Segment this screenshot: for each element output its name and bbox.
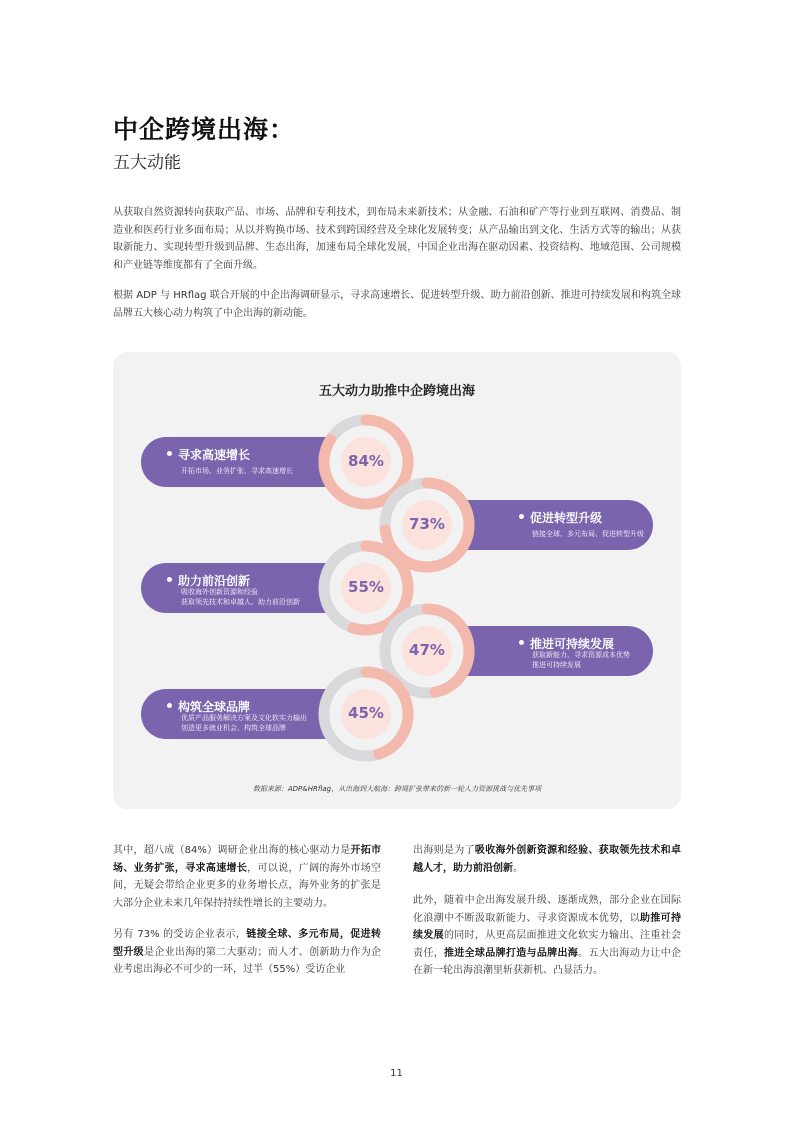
driver-description: 优质产品服务解决方案及文化软实力输出 — [181, 714, 307, 722]
body-paragraph-3: 出海则是为了吸收海外创新资源和经验、获取领先技术和卓越人才，助力前沿创新。 — [413, 845, 682, 874]
page-title: 中企跨境出海： — [113, 115, 296, 144]
driver-name: 构筑全球品牌 — [167, 698, 250, 715]
driver-description: 获取新能力、寻求资源成本优势 — [532, 651, 630, 659]
page-number: 11 — [390, 1068, 403, 1079]
driver-name: 推进可持续发展 — [519, 635, 614, 652]
chart-source-note: 数据来源：ADP&HRflag，从出海到大航海：跨境扩张带来的新一轮人力资源挑战与优先事项 — [252, 785, 542, 793]
body-paragraph-4: 此外，随着中企出海发展升级、逐渐成熟，部分企业在国际化浪潮中不断汲取新能力、寻求资源成本优势，以助推可持续发展的同时，从更高层面推进文化软实力输出、注重社会责任，推进全球品牌打造与品牌出海。五大出海动力让中企在新一轮出海浪潮里斩获新机、凸显活力。 — [413, 895, 682, 976]
driver-description: 开拓市场、业务扩张、寻求高速增长 — [181, 467, 293, 475]
body-paragraph-1: 其中，超八成（84%）调研企业出海的核心驱动力是开拓市场、业务扩张，寻求高速增长，可以说，广阔的海外市场空间，无疑会带给企业更多的业务增长点，海外业务的扩张是大部分企业未来几年保持持续性增长的主要动力。 — [113, 845, 382, 909]
driver-description: 链接全球、多元布局、促进转型升级 — [532, 530, 644, 538]
page-subtitle: 五大动能 — [113, 153, 181, 173]
driver-percent-label: 47% — [409, 641, 445, 659]
chart-title: 五大动力助推中企跨境出海 — [318, 384, 475, 399]
chart-panel — [113, 352, 681, 809]
driver-name: 促进转型升级 — [519, 509, 602, 526]
driver-percent-label: 84% — [348, 452, 384, 470]
driver-percent-label: 45% — [348, 704, 384, 722]
driver-description: 吸收海外创新资源和经验 — [181, 588, 258, 596]
intro-paragraph-1: 从获取自然资源转向获取产品、市场、品牌和专利技术，到布局未来新技术；从金融、石油和矿产等行业到互联网、消费品、制造业和医药行业多面布局；从以并购换市场、技术到跨国经营及全球化发展转变；从产品输出到文化、生活方式等的输出；从获取新能力、实现转型升级到品牌、生态出海，加速布局全球化发展，中国企业出海在驱动因素、投资结构、地域范围、公司规模和产业链等维度都有了全面升级。 — [113, 207, 681, 271]
intro-paragraph-2: 根据 ADP 与 HRflag 联合开展的中企出海调研显示，寻求高速增长、促进转型升级、助力前沿创新、推进可持续发展和构筑全球品牌五大核心动力构筑了中企出海的新动能。 — [113, 290, 681, 319]
driver-percent-label: 73% — [409, 515, 445, 533]
driver-description: 获取领先技术和卓越人、助力前沿创新 — [181, 598, 300, 606]
body-paragraph-2: 另有 73% 的受访企业表示，链接全球、多元布局，促进转型升级是企业出海的第二大驱动；而人才、创新助力作为企业考虑出海必不可少的一环，过半（55%）受访企业 — [113, 929, 382, 975]
driver-description: 推进可持续发展 — [532, 661, 581, 669]
driver-percent-label: 55% — [348, 578, 384, 596]
driver-description: 创造更多就业机会、构筑全球品牌 — [181, 724, 286, 732]
driver-name: 寻求高速增长 — [167, 446, 250, 463]
driver-name: 助力前沿创新 — [167, 572, 250, 589]
